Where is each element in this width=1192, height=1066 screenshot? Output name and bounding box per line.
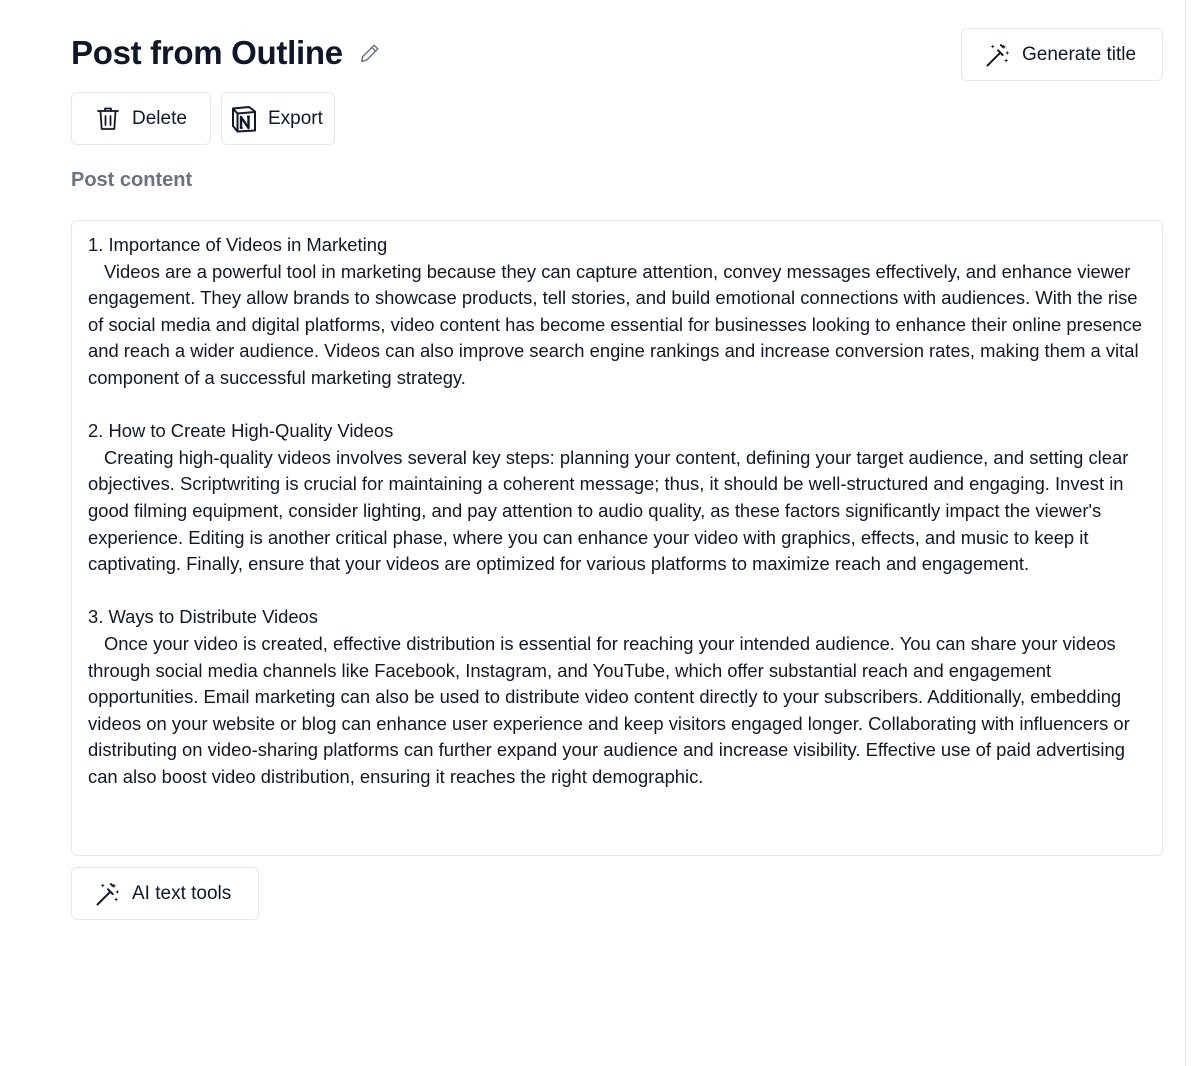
content-section xyxy=(88,604,1146,790)
section-heading: 3. Ways to Distribute Videos xyxy=(88,606,318,628)
trash-icon xyxy=(96,106,120,132)
content-section xyxy=(88,418,1146,578)
ai-text-tools-label: AI text tools xyxy=(132,882,232,904)
post-content-editor[interactable] xyxy=(71,220,1163,856)
post-content-label: Post content xyxy=(71,169,193,191)
section-body: Creating high-quality videos involves several key steps: planning your content, defining your target audience, and setting clear objectives. Scriptwriting is crucial for maintaining a coherent message; thus, it should be well-structured and engaging. Invest in good filming equipment, consider lighting, and pay attention to audio quality, as these factors significantly impact the viewer's experience. Editing is another critical phase, where you can enhance your video with graphics, effects, and music to keep it captivating. Finally, ensure that your videos are optimized for various platforms to maximize reach and engagement. xyxy=(88,446,1129,575)
ai-text-tools-button[interactable] xyxy=(71,867,259,920)
magic-wand-icon xyxy=(984,41,1012,69)
generate-title-label: Generate title xyxy=(1022,43,1137,65)
delete-button[interactable] xyxy=(71,92,211,145)
generate-title-button[interactable] xyxy=(961,28,1163,81)
right-divider xyxy=(1185,0,1186,1066)
export-button[interactable] xyxy=(221,92,335,145)
delete-label: Delete xyxy=(132,107,187,129)
content-section xyxy=(88,232,1146,392)
title-row xyxy=(71,33,381,73)
section-heading: 2. How to Create High-Quality Videos xyxy=(88,420,394,442)
section-body: Once your video is created, effective distribution is essential for reaching your intended audience. You can share your videos through social media channels like Facebook, Instagram, and YouTube, which offer substantial reach and engagement opportunities. Email marketing can also be used to distribute video content directly to your subscribers. Additionally, embedding videos on your website or blog can enhance user experience and keep visitors engaged longer. Collaborating with influencers or distributing on video-sharing platforms can further expand your audience and increase visibility. Effective use of paid advertising can also boost video distribution, ensuring it reaches the right demographic. xyxy=(88,632,1130,787)
section-body: Videos are a powerful tool in marketing because they can capture attention, convey messages effectively, and enhance viewer engagement. They allow brands to showcase products, tell stories, and build emotional connections with audiences. With the rise of social media and digital platforms, video content has become essential for businesses looking to enhance their online presence and reach a wider audience. Videos can also improve search engine rankings and increase conversion rates, making them a vital component of a successful marketing strategy. xyxy=(88,260,1143,388)
export-label: Export xyxy=(268,107,323,129)
pencil-icon[interactable] xyxy=(359,42,381,64)
page-title: Post from Outline xyxy=(71,34,343,71)
magic-wand-icon xyxy=(94,880,122,908)
notion-icon xyxy=(229,104,259,134)
section-heading: 1. Importance of Videos in Marketing xyxy=(88,234,388,255)
